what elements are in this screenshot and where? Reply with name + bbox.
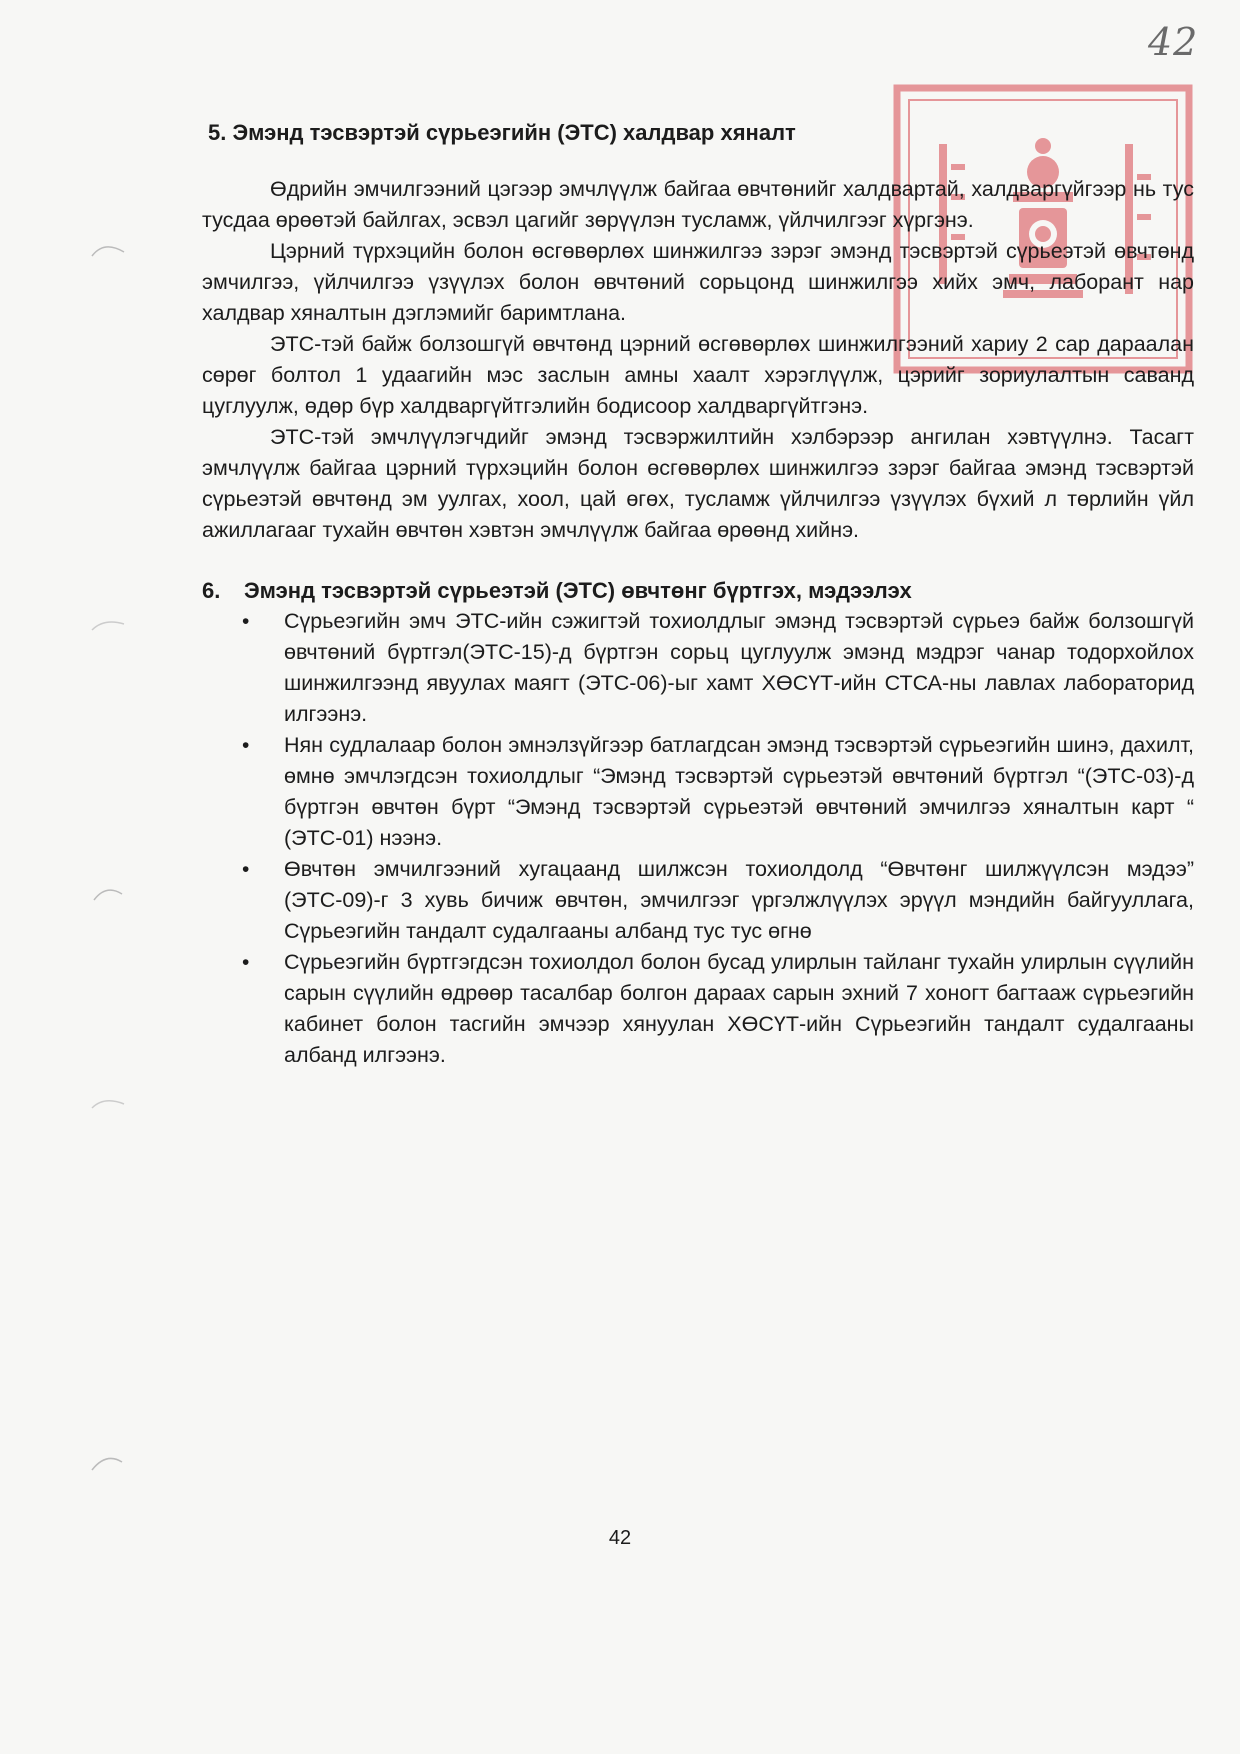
list-item-text: Өвчтөн эмчилгээний хугацаанд шилжсэн тохиолдолд “Өвчтөнг шилжүүлсэн мэдээ” (ЭТС-09)-г 3 хувь бичиж өвчтөн, эмчилгээг үргэлжлүүлэх эрүүл мэндийн байгууллага, Сүрьеэгийн тандалт судалгааны албанд тус тус өгнө <box>284 857 1194 943</box>
section-5-paragraph: Цэрний түрхэцийн болон өсгөвөрлөх шинжилгээ зэрэг эмэнд тэсвэртэй сүрьеэтэй өвчтөнд эмчилгээ, үйлчилгээ үзүүлэх болон өвчтөний сорьцонд шинжилгээ хийх эмч, лаборант нар халдвар хяналтын дэглэмийг баримтлана. <box>202 239 1194 325</box>
document-body <box>202 118 1194 1071</box>
handwritten-page-number: 42 <box>1148 20 1199 64</box>
bullet-icon: • <box>242 734 250 757</box>
list-item <box>202 854 1194 947</box>
list-item <box>202 606 1194 730</box>
bullet-icon: • <box>242 858 250 881</box>
bullet-icon: • <box>242 610 250 633</box>
list-item-text: Нян судлалаар болон эмнэлзүйгээр батлагдсан эмэнд тэсвэртэй сүрьеэгийн шинэ, дахилт, өмнө эмчлэгдсэн тохиолдлыг “Эмэнд тэсвэртэй сүрьеэтэй өвчтөний бүртгэл “(ЭТС-03)-д бүртгэн өвчтөн бүрт “Эмэнд тэсвэртэй сүрьеэтэй өвчтөний эмчилгээ хяналтын карт “ (ЭТС-01) нээнэ. <box>284 733 1194 850</box>
punch-hole-mark <box>88 236 128 262</box>
punch-hole-mark <box>88 1088 128 1114</box>
section-5-paragraph: ЭТС-тэй эмчлүүлэгчдийг эмэнд тэсвэржилтийн хэлбэрээр ангилан хэвтүүлнэ. Тасагт эмчлүүлж байгаа цэрний түрхэцийн болон өсгөвөрлөх шинжилгээ зэрэг байгаа эмэнд тэсвэртэй сүрьеэтэй өвчтөнд эм уулгах, хоол, цай өгөх, тусламж үйлчилгээ үзүүлэх бүхий л төрлийн үйл ажиллагааг тухайн өвчтөн хэвтэн эмчлүүлж байгаа өрөөнд хийнэ. <box>202 425 1194 542</box>
section-6-heading <box>202 576 1194 606</box>
punch-hole-mark <box>88 1450 128 1476</box>
section-5-paragraph: Өдрийн эмчилгээний цэгээр эмчлүүлж байгаа өвчтөнийг халдвартай, халдваргүйгээр нь тус тусдаа өрөөтэй байлгах, эсвэл цагийг зөрүүлэн тусламж, үйлчилгээг хүргэнэ. <box>202 177 1194 232</box>
list-item <box>202 947 1194 1071</box>
list-item-text: Сүрьеэгийн бүртгэгдсэн тохиолдол болон бусад улирлын тайланг тухайн улирлын сүүлийн сарын сүүлийн өдрөөр тасалбар болгон дараах сарын эхний 7 хоногт багтааж сүрьеэгийн кабинет болон тасгийн эмчээр хянуулан ХӨСҮТ-ийн Сүрьеэгийн тандалт судалгааны албанд илгээнэ. <box>284 950 1194 1067</box>
section-5-paragraph: ЭТС-тэй байж болзошгүй өвчтөнд цэрний өсгөвөрлөх шинжилгээний хариу 2 сар дараалан сөрөг болтол 1 удаагийн мэс заслын амны хаалт хэрэглүүлж, цэрийг зориулалтын саванд цуглуулж, өдөр бүр халдваргүйтгэлийн бодисоор халдваргүйтгэнэ. <box>202 332 1194 418</box>
list-item-text: Сүрьеэгийн эмч ЭТС-ийн сэжигтэй тохиолдлыг эмэнд тэсвэртэй сүрьеэ байж болзошгүй өвчтөний бүртгэл(ЭТС-15)-д бүртгэн сорьц цуглуулж эмэнд мэдрэг чанар тодорхойлох шинжилгээнд явуулах маягт (ЭТС-06)-ыг хамт ХӨСҮТ-ийн СТСА-ны лавлах лабораторид илгээнэ. <box>284 609 1194 726</box>
punch-hole-mark <box>88 610 128 636</box>
section-5-body <box>202 174 1194 546</box>
bullet-icon: • <box>242 951 250 974</box>
section-6-title: Эмэнд тэсвэртэй сүрьеэтэй (ЭТС) өвчтөнг бүртгэх, мэдээлэх <box>244 578 912 603</box>
section-5-heading: 5. Эмэнд тэсвэртэй сүрьеэгийн (ЭТС) халдвар хяналт <box>208 120 796 145</box>
page-number: 42 <box>608 1527 632 1549</box>
section-6-list <box>202 606 1194 1071</box>
section-6-number: 6. <box>202 578 221 603</box>
list-item <box>202 730 1194 854</box>
punch-hole-mark <box>88 880 128 906</box>
